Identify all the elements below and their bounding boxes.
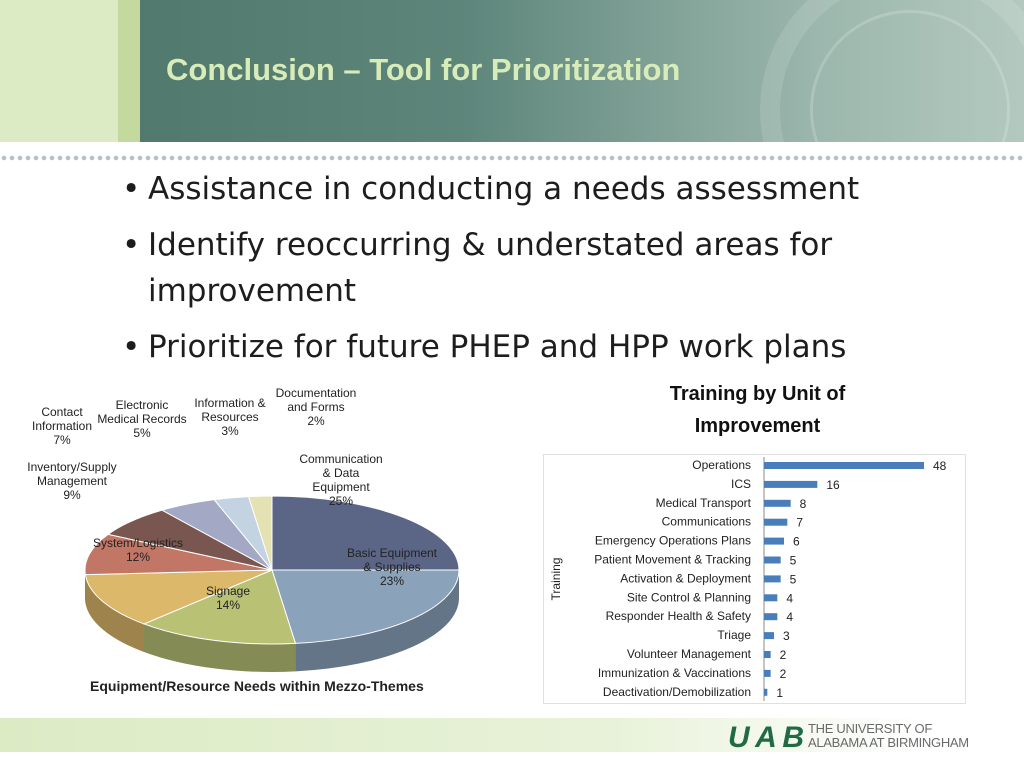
bullet-list bbox=[118, 166, 918, 380]
bar-category-label: Immunization & Vaccinations bbox=[597, 665, 751, 680]
bar-mark bbox=[764, 557, 781, 564]
bar-mark bbox=[764, 481, 817, 488]
bar-mark bbox=[764, 670, 771, 677]
bar-value-label: 4 bbox=[786, 591, 794, 606]
bar-value-label: 6 bbox=[793, 534, 800, 549]
bar-category-label: Patient Movement & Tracking bbox=[594, 552, 751, 567]
bar-chart-title: Training by Unit of Improvement bbox=[669, 383, 846, 437]
bar-value-label: 16 bbox=[826, 477, 840, 492]
bar-category-label: Site Control & Planning bbox=[626, 590, 751, 605]
pie-label-signage: Signage 14% bbox=[205, 584, 251, 612]
pie-label-contact-information: Contact Information 7% bbox=[31, 405, 93, 447]
bar-mark bbox=[764, 594, 777, 601]
bar-value-label: 48 bbox=[933, 459, 947, 473]
bar-value-label: 3 bbox=[783, 629, 790, 644]
bar-value-label: 4 bbox=[786, 610, 794, 625]
header-accent-stripe bbox=[118, 0, 140, 142]
university-name bbox=[808, 722, 969, 750]
bar-mark bbox=[764, 462, 924, 469]
bar-mark bbox=[764, 575, 781, 582]
bullet-item: • Assistance in conducting a needs assessment bbox=[118, 166, 918, 212]
bar-value-label: 2 bbox=[779, 648, 787, 662]
bar-mark bbox=[764, 689, 767, 696]
bar-category-label: Responder Health & Safety bbox=[605, 609, 751, 624]
bar-mark bbox=[764, 632, 774, 639]
uab-logo-text: UAB bbox=[728, 722, 804, 750]
dotted-divider bbox=[0, 154, 1024, 162]
bar-mark bbox=[764, 651, 771, 658]
bar-category-label: ICS bbox=[730, 476, 751, 491]
header-accent-block bbox=[0, 0, 118, 142]
bullet-item: • Prioritize for future PHEP and HPP work plans bbox=[118, 324, 918, 370]
bar-chart bbox=[543, 454, 966, 704]
bar-value-label: 1 bbox=[776, 685, 784, 700]
bar-chart-ylabel: Training bbox=[549, 557, 563, 601]
bar-category-label: Activation & Deployment bbox=[620, 571, 751, 586]
pie-chart-title: Equipment/Resource Needs within Mezzo-Themes bbox=[90, 678, 424, 694]
uab-logo bbox=[728, 722, 806, 750]
university-name-line2: ALABAMA AT BIRMINGHAM bbox=[808, 735, 969, 750]
bar-category-label: Triage bbox=[717, 628, 751, 643]
bar-value-label: 2 bbox=[779, 666, 787, 681]
pie-label-electronic-medical-records: Electronic Medical Records 5% bbox=[97, 398, 187, 440]
bar-value-label: 5 bbox=[789, 553, 797, 568]
bar-category-label: Medical Transport bbox=[655, 495, 751, 510]
bar-mark bbox=[764, 519, 787, 526]
bullet-item: • Identify reoccurring & understated areas for improvement bbox=[118, 222, 918, 314]
pie-label-inventory-supply: Inventory/Supply Management 9% bbox=[27, 460, 117, 502]
pie-label-system-logistics: System/Logistics 12% bbox=[92, 536, 184, 564]
pie-label-communication-data: Communication & Data Equipment 25% bbox=[299, 452, 383, 508]
slide-header bbox=[0, 0, 1024, 142]
bar-category-label: Volunteer Management bbox=[626, 647, 751, 661]
bar-category-label: Deactivation/Demobilization bbox=[602, 684, 751, 699]
bar-category-label: Operations bbox=[692, 458, 751, 472]
bar-mark bbox=[764, 538, 784, 545]
university-name-line1: THE UNIVERSITY OF bbox=[808, 721, 932, 736]
pie-label-information-resources: Information & Resources 3% bbox=[194, 396, 266, 438]
pie-label-basic-equipment: Basic Equipment & Supplies 23% bbox=[346, 546, 438, 588]
bar-value-label: 5 bbox=[789, 572, 797, 587]
bar-category-label: Emergency Operations Plans bbox=[594, 533, 751, 548]
bar-category-label: Communications bbox=[661, 514, 751, 529]
bar-value-label: 7 bbox=[796, 515, 804, 530]
bar-mark bbox=[764, 613, 777, 620]
bar-value-label: 8 bbox=[799, 496, 807, 511]
pie-label-documentation-forms: Documentation and Forms 2% bbox=[275, 386, 357, 428]
bar-mark bbox=[764, 500, 791, 507]
bar-chart-svg bbox=[544, 455, 965, 703]
slide-title: Conclusion – Tool for Prioritization bbox=[166, 52, 681, 87]
